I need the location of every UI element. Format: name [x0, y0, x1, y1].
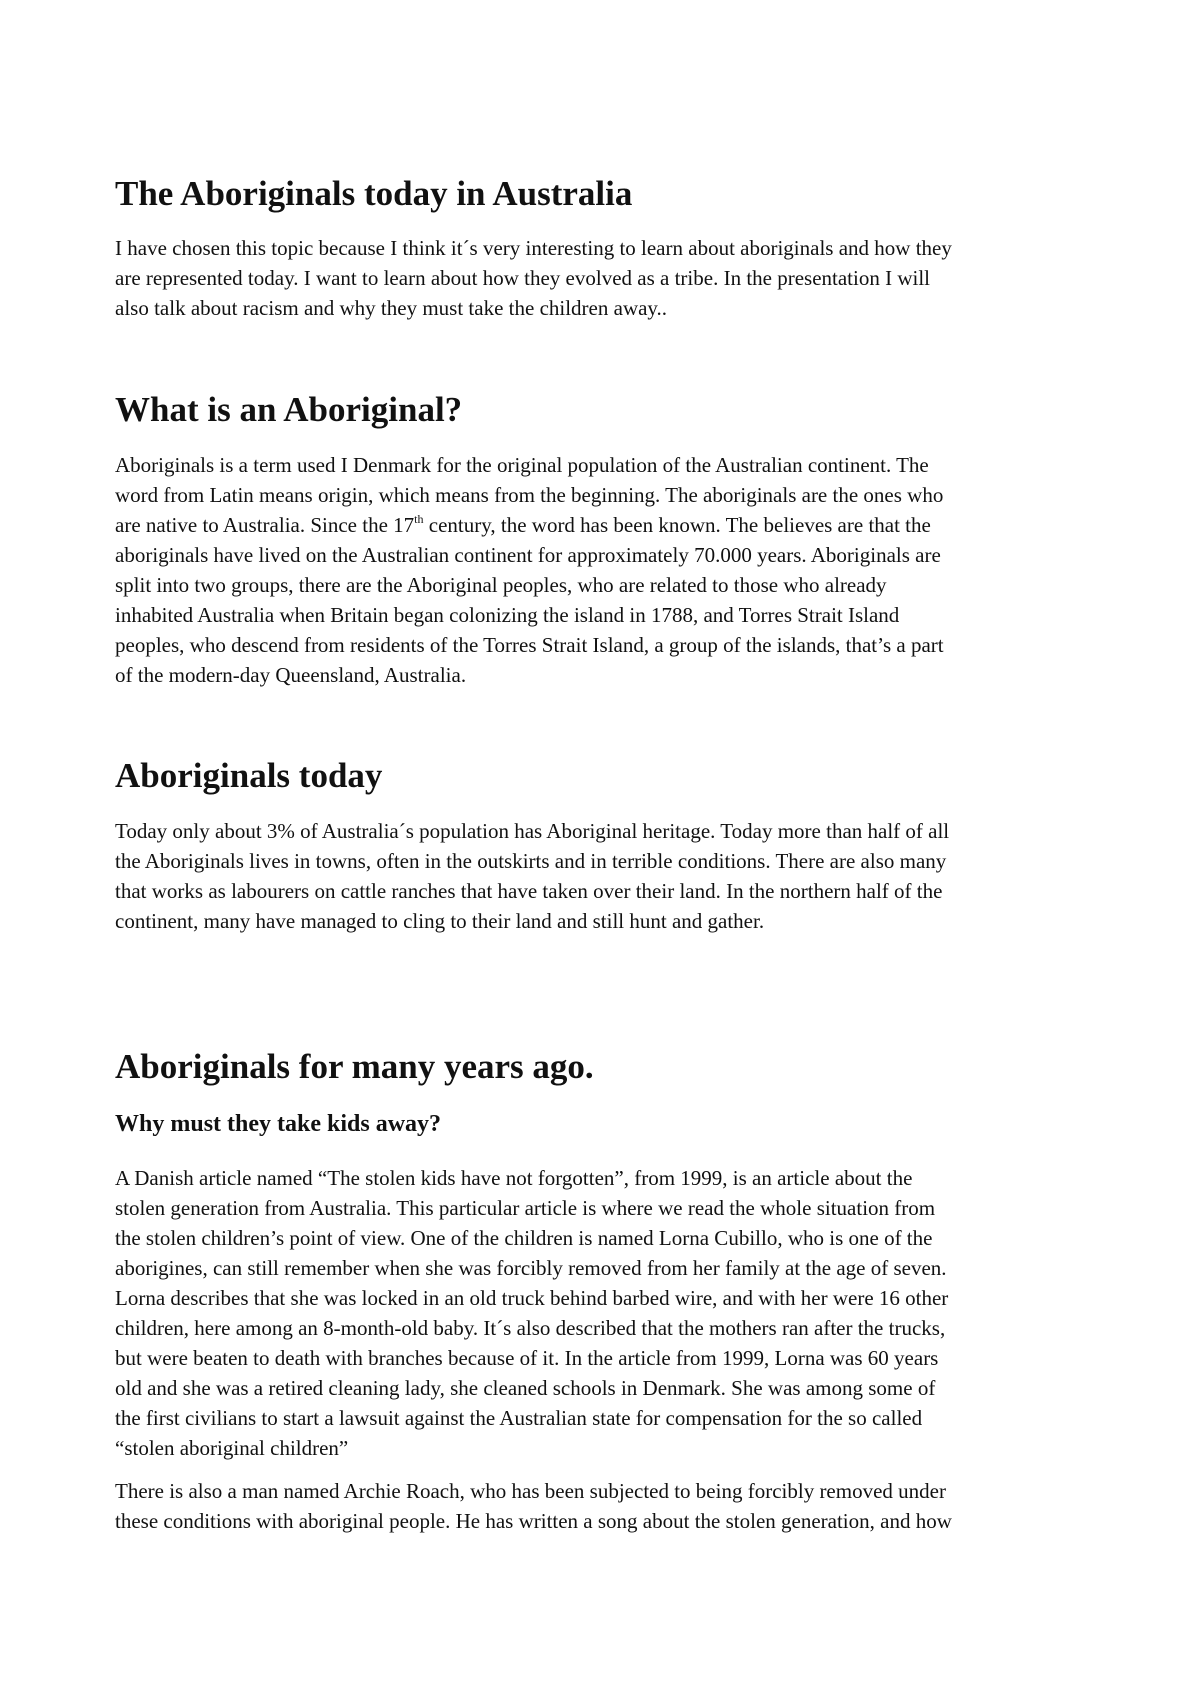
what-paragraph — [115, 450, 1095, 690]
paragraph-line: that works as labourers on cattle ranches that have taken over their land. In the northern half of the — [115, 879, 943, 903]
paragraph-line: the stolen children’s point of view. One of the children is named Lorna Cubillo, who is one of the — [115, 1226, 933, 1250]
paragraph-line: aborigines, can still remember when she was forcibly removed from her family at the age of seven. — [115, 1256, 947, 1280]
paragraph-line: these conditions with aboriginal people. He has written a song about the stolen generation, and how — [115, 1509, 952, 1533]
paragraph-line: the Aboriginals lives in towns, often in the outskirts and in terrible conditions. There are also many — [115, 849, 947, 873]
text-run: century, the word has been known. The believes are that the — [423, 513, 931, 537]
intro-paragraph — [115, 233, 1095, 323]
paragraph-line: children, here among an 8-month-old baby. It´s also described that the mothers ran after the trucks, — [115, 1316, 946, 1340]
text-run: are native to Australia. Since the 17 — [115, 513, 415, 537]
past-paragraph-1 — [115, 1163, 1095, 1463]
paragraph-line: inhabited Australia when Britain began colonizing the island in 1788, and Torres Strait Island — [115, 603, 900, 627]
paragraph-line: Aboriginals is a term used I Denmark for the original population of the Australian continent. The — [115, 453, 929, 477]
paragraph-line: but were beaten to death with branches because of it. In the article from 1999, Lorna was 60 years — [115, 1346, 939, 1370]
paragraph-line — [115, 510, 1095, 540]
paragraph-line: stolen generation from Australia. This particular article is where we read the whole situation from — [115, 1196, 936, 1220]
superscript: th — [414, 512, 424, 526]
paragraph-line: also talk about racism and why they must take the children away.. — [115, 296, 668, 320]
subheading-kids-away: Why must they take kids away? — [115, 1111, 442, 1137]
paragraph-line: Today only about 3% of Australia´s population has Aboriginal heritage. Today more than half of all — [115, 819, 950, 843]
paragraph-line: are represented today. I want to learn about how they evolved as a tribe. In the presentation I will — [115, 266, 931, 290]
paragraph-line: There is also a man named Archie Roach, who has been subjected to being forcibly removed under — [115, 1479, 946, 1503]
today-paragraph — [115, 816, 1095, 936]
section-heading-past: Aboriginals for many years ago. — [115, 1047, 594, 1086]
paragraph-line: “stolen aboriginal children” — [115, 1436, 349, 1460]
paragraph-line: split into two groups, there are the Aboriginal peoples, who are related to those who already — [115, 573, 887, 597]
paragraph-line: Lorna describes that she was locked in an old truck behind barbed wire, and with her were 16 other — [115, 1286, 949, 1310]
past-paragraph-2 — [115, 1476, 1095, 1536]
paragraph-line: aboriginals have lived on the Australian continent for approximately 70.000 years. Aboriginals are — [115, 543, 941, 567]
paragraph-line: A Danish article named “The stolen kids have not forgotten”, from 1999, is an article about the — [115, 1166, 913, 1190]
paragraph-line: I have chosen this topic because I think it´s very interesting to learn about aboriginals and how they — [115, 236, 952, 260]
section-heading-today: Aboriginals today — [115, 756, 383, 795]
section-heading-what: What is an Aboriginal? — [115, 390, 463, 429]
paragraph-line: continent, many have managed to cling to their land and still hunt and gather. — [115, 909, 765, 933]
paragraph-line: peoples, who descend from residents of the Torres Strait Island, a group of the islands, that’s a part — [115, 633, 944, 657]
paragraph-line: the first civilians to start a lawsuit against the Australian state for compensation for the so called — [115, 1406, 923, 1430]
paragraph-line: of the modern-day Queensland, Australia. — [115, 663, 467, 687]
paragraph-line: word from Latin means origin, which means from the beginning. The aboriginals are the ones who — [115, 483, 944, 507]
paragraph-line: old and she was a retired cleaning lady, she cleaned schools in Denmark. She was among some of — [115, 1376, 936, 1400]
document-title: The Aboriginals today in Australia — [115, 174, 633, 213]
